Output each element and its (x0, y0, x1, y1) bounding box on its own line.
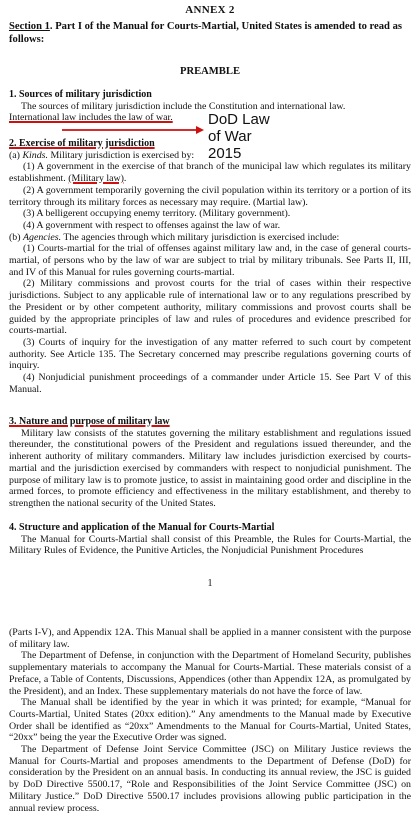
annotation-line-1: DoD Law (208, 111, 270, 128)
page2-para-2: The Department of Defense, in conjunction with the Department of Homeland Security, publishes supplementary materials to accompany the Manual for Courts-Martial. These materials consist of a Preface, a Table of Contents, Discussions, Appendices (other than Appendix 12A, as promulgated by the President), and an Index. These supplementary materials do not have the force of law. (9, 650, 411, 697)
sources-text-line1: The sources of military jurisdiction include the Constitution and international law. (21, 100, 346, 112)
sources-heading: 1. Sources of military jurisdiction (9, 89, 152, 100)
kinds-item-2: (2) A government temporarily governing the civil population within its territory or a portion of its territory through its military forces as necessary may require. (Martial law). (9, 184, 411, 208)
structure-text: The Manual for Courts-Martial shall consist of this Preamble, the Rules for Courts-Martial, the Military Rules of Evidence, the Punitive Articles, the Nonjudicial Punishment Procedures (9, 533, 411, 557)
law-of-war-highlight: International law includes the law of war. (9, 112, 173, 124)
military-law-highlight: (Military law) (68, 173, 124, 185)
preamble-title: PREAMBLE (179, 66, 241, 77)
kinds-text: Military jurisdiction is exercised by: (47, 149, 195, 161)
kinds-italic: Kinds. (22, 149, 48, 161)
annotation-line-2: of War (208, 128, 252, 145)
annex-title: ANNEX 2 (185, 4, 235, 16)
page2-para-4: The Department of Defense Joint Service Committee (JSC) on Military Justice reviews the Manual for Courts-Martial and proposes amendments to the Department of Defense (DoD) for consideration by the President on an annual basis. In conducting its annual review, the JSC is guided by DoD Directive 5500.17, “Role and Responsibilities of the Joint Service Committee (JSC) on Military Justice.” DoD Directive 5500.17 includes provisions allowing public participation in the annual review process. (9, 744, 411, 814)
agencies-italic: Agencies. (22, 231, 62, 243)
agencies-item-3: (3) Courts of inquiry for the investigation of any matter referred to such court by competent authority. See Article 135. The Secretary concerned may prescribe regulations governing courts of inquiry. (9, 336, 411, 372)
kinds-item-3: (3) A belligerent occupying enemy territory. (Military government). (23, 208, 291, 220)
agencies-label: (b) (9, 231, 23, 243)
exercise-heading: 2. Exercise of military jurisdiction (9, 138, 155, 149)
agencies-item-2: (2) Military commissions and provost courts for the trial of cases within their respective jurisdictions. Subject to any applicable rule of international law or to any regulations prescribed by the President or by other competent authority, military commissions and provost courts shall be guided by the appropriate principles of law and rules of procedures and evidence prescribed for courts-martial. (9, 278, 411, 337)
annotation-line-3: 2015 (208, 145, 242, 162)
kinds-item-1-end: . (123, 173, 127, 185)
annotation-arrow-head (196, 126, 204, 134)
page2-para-1: (Parts I-V), and Appendix 12A. This Manual shall be applied in a manner consistent with the purpose of military law. (9, 627, 411, 650)
page-number: 1 (207, 578, 213, 589)
page2-para-3: The Manual shall be identified by the year in which it was printed; for example, “Manual for Courts-Martial, United States (20xx edition).” Any amendments to the Manual made by Executive Order shall be identified as “20xx” Amendments to the Manual for Courts-Martial, United States, “20xx” being the year the Executive Order was signed. (9, 697, 411, 744)
agencies-item-4: (4) Nonjudicial punishment proceedings of a commander under Article 15. See Part V of this Manual. (9, 372, 411, 395)
nature-text: Military law consists of the statutes governing the military establishment and regulations issued thereunder, the constitutional powers of the President and regulations issued thereunder, and the inherent authority of military commanders. Military law includes jurisdiction exercised by courts-martial and the jurisdiction exercised by commanders with respect to nonjudicial punishment. The purpose of military law is to promote justice, to assist in maintaining good order and discipline in the armed forces, to promote efficiency and effectiveness in the military establishment, and thereby to strengthen the national security of the United States. (9, 427, 411, 509)
agencies-item-1: (1) Courts-martial for the trial of offenses against military law and, in the case of general courts-martial, of persons who by the law of war are subject to trial by military tribunals. See Parts II, III, and IV of this Manual for rules governing courts-martial. (9, 243, 411, 278)
section-1-text: . Part I of the Manual for Courts-Martial, United States is amended to read as follows: (9, 21, 403, 45)
nature-heading: 3. Nature and purpose of military law (9, 416, 170, 427)
structure-heading: 4. Structure and application of the Manual for Courts-Martial (9, 522, 275, 533)
kinds-item-4: (4) A government with respect to offenses against the law of war. (23, 219, 281, 231)
annotation-note (208, 111, 270, 162)
section-1-label: Section 1 (9, 21, 50, 32)
agencies-text: The agencies through which military jurisdiction is exercised include: (61, 231, 340, 243)
kinds-label: (a) (9, 149, 23, 161)
kinds-item-1-text: (1) A government in the exercise of that branch of the municipal law which regulates its military establishment. (9, 161, 411, 185)
